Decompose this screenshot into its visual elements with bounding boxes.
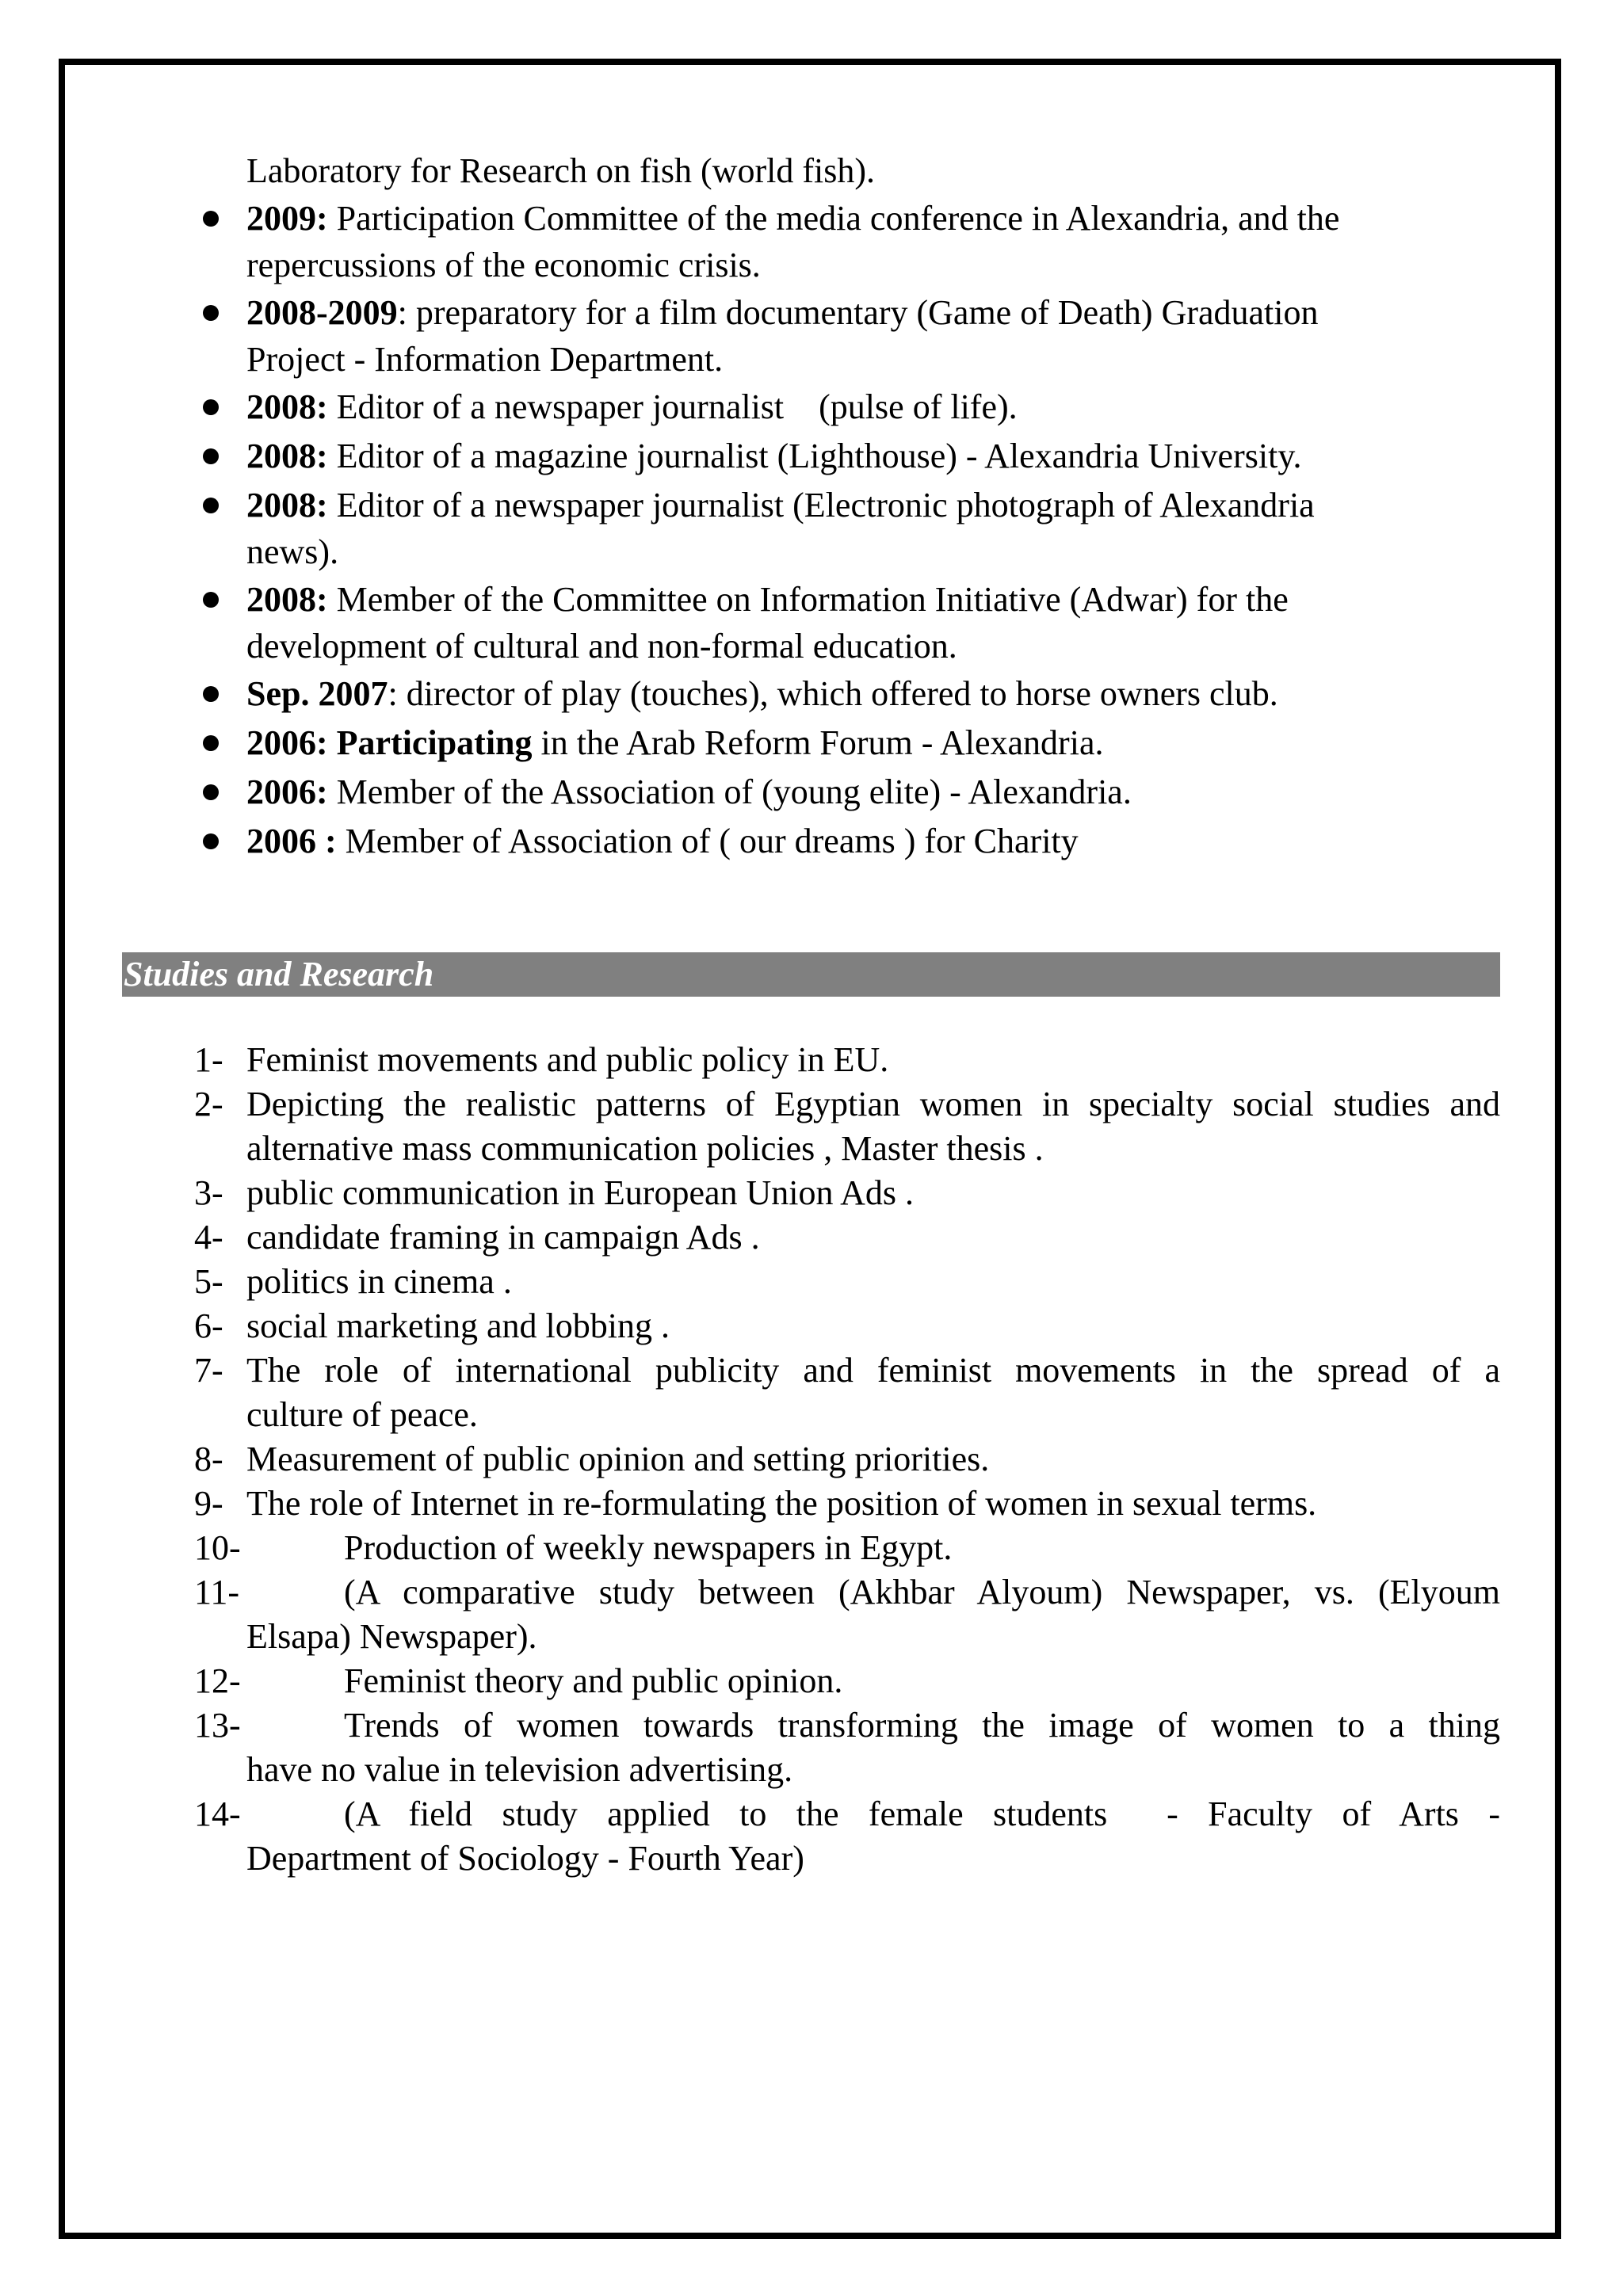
activity-year: 2006 : [246,822,337,860]
study-text: Trends of women towards transforming the image of women to a thing [344,1706,1500,1745]
activity-text: Editor of a newspaper journalist (Electronic photograph of Alexandria [327,486,1315,524]
activity-text: Editor of a newspaper journalist (pulse of life). [327,387,1018,426]
activity-item [246,196,1339,241]
activity-item [246,434,1301,479]
bullet-icon [203,833,219,849]
study-text: social marketing and lobbing . [246,1306,670,1345]
bullet-icon [203,305,219,321]
activity-text: Member of Association of ( our dreams ) for Charity [336,822,1079,860]
study-text-cont: Elsapa) Newspaper). [246,1617,537,1656]
activity-year: Sep. 2007 [246,674,388,713]
activity-year: 2008: [246,486,328,524]
study-number: 4- [194,1218,223,1257]
activity-year: 2006: [246,772,328,811]
activity-item [246,721,1103,765]
study-text: (A field study applied to the female students - Faculty of Arts - [344,1794,1500,1833]
activity-text-cont: repercussions of the economic crisis. [246,246,761,284]
activity-text: Participation Committee of the media conference in Alexandria, and the [327,199,1340,238]
activity-year: 2008: [246,437,328,475]
activity-item [246,483,1315,528]
study-number: 6- [194,1306,223,1345]
study-number: 12- [194,1661,241,1700]
study-number: 13- [194,1706,241,1745]
study-text: Feminist theory and public opinion. [344,1661,843,1700]
study-text-cont: have no value in television advertising. [246,1750,793,1789]
study-number: 9- [194,1484,223,1523]
study-number: 2- [194,1085,223,1123]
activity-item [246,770,1132,814]
section-heading: Studies and Research [124,955,434,994]
activity-item [246,819,1079,864]
bullet-icon [203,784,219,800]
study-text: Feminist movements and public policy in EU. [246,1040,889,1079]
study-text-cont: culture of peace. [246,1395,478,1434]
study-text: The role of international publicity and feminist movements in the spread of a [246,1351,1500,1390]
activity-text: Member of the Committee on Information Initiative (Adwar) for the [327,580,1289,619]
activity-year: 2009: [246,199,328,238]
bullet-icon [203,686,219,702]
activity-text: : director of play (touches), which offered to horse owners club. [388,674,1278,713]
activity-text: in the Arab Reform Forum - Alexandria. [532,723,1104,762]
activity-text-cont: Project - Information Department. [246,340,724,379]
study-number: 8- [194,1440,223,1478]
activity-text: Member of the Association of (young elite) - Alexandria. [327,772,1132,811]
activity-text-cont: development of cultural and non-formal education. [246,627,957,666]
bullet-icon [203,592,219,608]
activity-item [246,385,1018,429]
study-text-cont: alternative mass communication policies , Master thesis . [246,1129,1044,1168]
study-number: 1- [194,1040,223,1079]
study-number: 7- [194,1351,223,1390]
study-number: 11- [194,1573,240,1611]
study-text: (A comparative study between (Akhbar Alyoum) Newspaper, vs. (Elyoum [344,1573,1500,1611]
activity-year: 2006: Participating [246,723,533,762]
activity-text: : preparatory for a film documentary (Game of Death) Graduation [397,293,1319,332]
study-text: politics in cinema . [246,1262,512,1301]
study-number: 10- [194,1528,241,1567]
study-number: 14- [194,1794,241,1833]
bullet-icon [203,498,219,513]
study-text: Measurement of public opinion and setting priorities. [246,1440,990,1478]
study-text: public communication in European Union Ads . [246,1173,914,1212]
activity-item [246,672,1278,716]
activity-item [246,291,1319,335]
activity-year: 2008: [246,387,328,426]
activity-item [246,578,1289,622]
activity-text: Editor of a magazine journalist (Lighthouse) - Alexandria University. [327,437,1302,475]
bullet-icon [203,399,219,415]
bullet-icon [203,211,219,227]
bullet-icon [203,735,219,751]
activity-continuation: Laboratory for Research on fish (world fish). [246,151,875,190]
study-text: Depicting the realistic patterns of Egyptian women in specialty social studies and [246,1085,1500,1123]
study-text: Production of weekly newspapers in Egypt. [344,1528,953,1567]
activity-text-cont: news). [246,532,339,571]
activity-year: 2008-2009 [246,293,398,332]
study-text-cont: Department of Sociology - Fourth Year) [246,1839,804,1878]
study-number: 3- [194,1173,223,1212]
study-text: candidate framing in campaign Ads . [246,1218,760,1257]
activity-year: 2008: [246,580,328,619]
study-number: 5- [194,1262,223,1301]
study-text: The role of Internet in re-formulating the position of women in sexual terms. [246,1484,1317,1523]
bullet-icon [203,448,219,464]
